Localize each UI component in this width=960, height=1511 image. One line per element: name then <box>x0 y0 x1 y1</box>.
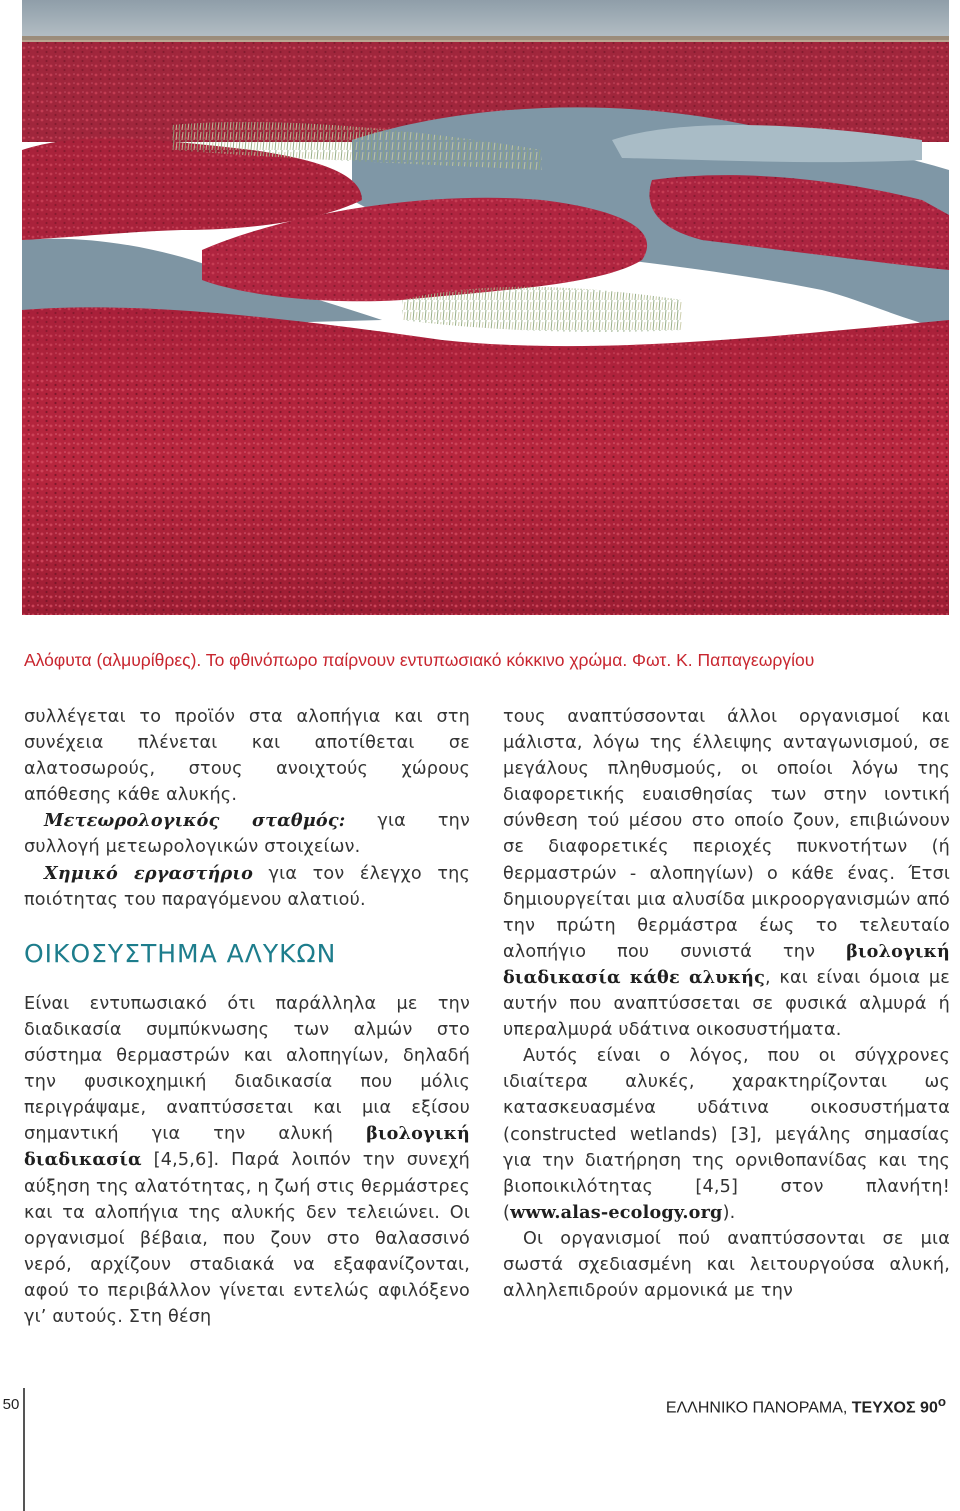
bold-text: βιολογική διαδικασία κάθε αλυκής <box>503 940 950 988</box>
issue-ordinal: ο <box>937 1394 946 1409</box>
photo-caption: Αλόφυτα (αλμυρίθρες). Το φθινόπωρο παίρνουν εντυπωσιακό κόκκινο χρώμα. Φωτ. Κ. Παπαγεωργίου <box>24 650 815 670</box>
left-column <box>24 704 470 1330</box>
paragraph: Οι οργανισμοί πού αναπτύσσονται σε μια σωστά σχεδιασμένη και λειτουργούσα αλυκή, αλληλεπιδρούν αρμονικά με την <box>503 1228 950 1302</box>
footer-rule <box>23 1388 25 1511</box>
paragraph <box>24 991 470 1330</box>
text-run: [4,5,6]. Παρά λοιπόν την συνεχή αύξηση της αλατότητας, η ζωή στις θερμάστρες και τα αλοπήγια της αλυκής δεν τελειώνει. Οι οργανισμοί βέβαια, που ζουν στο θαλασσινό νερό, αρχίζουν σταδιακά να εξαφανίζονται, αφού το περιβάλλον γίνεται εντελώς αφιλόξενο γι’ αυτούς. Στη θέση <box>24 1150 470 1327</box>
text-run: ). <box>722 1202 736 1223</box>
bold-text: βιολογική διαδικασία <box>24 1123 470 1171</box>
page-number: 50 <box>2 1396 20 1413</box>
website-link[interactable]: www.alas-ecology.org <box>510 1201 723 1223</box>
paragraph <box>503 1043 950 1226</box>
salt-marsh-photo <box>22 0 949 615</box>
term-description: για την συλλογή μετεωρολογικών στοιχείων. <box>24 811 470 858</box>
issue-number: ΤΕΥΧΟΣ 90 <box>851 1399 938 1417</box>
term-weather-station: Μετεωρολογικός σταθμός: <box>44 810 346 832</box>
section-heading: ΟΙΚΟΣΥΣΤΗΜΑ ΑΛΥΚΩΝ <box>24 938 337 968</box>
paragraph <box>24 808 470 860</box>
term-chemical-lab: Χημικό εργαστήριο <box>44 862 254 884</box>
magazine-name: ΕΛΛΗΝΙΚΟ ΠΑΝΟΡΑΜΑ, <box>665 1399 852 1417</box>
paragraph <box>24 861 470 913</box>
right-column <box>503 704 950 1304</box>
text-run: Αυτός είναι ο λόγος, που οι σύγχρονες ιδιαίτερα αλυκές, χαρακτηρίζονται ως κατασκευασμένα υδάτινα οικοσυστήματα (constructed wetlands) [3], μεγάλης σημασίας για την διατήρηση της ορνιθοπανίδας και της βιοποικιλότητας [4,5] στον πλανήτη! ( <box>503 1046 950 1223</box>
paragraph <box>503 704 950 1043</box>
text-run: , και είναι όμοια με αυτήν που αναπτύσσεται σε φυσικά αλμυρά ή υπεραλμυρά υδάτινα οικοσυστήματα. <box>503 967 950 1041</box>
paragraph: συλλέγεται το προϊόν στα αλοπήγια και στη συνέχεια πλένεται και αποτίθεται σε αλατοσωρούς, στους ανοιχτούς χώρους απόθεσης κάθε αλυκής. <box>24 707 470 806</box>
running-footer <box>666 1394 946 1417</box>
term-description: για τον έλεγχο της ποιότητας του παραγόμενου αλατιού. <box>24 863 470 910</box>
text-run: τους αναπτύσσονται άλλοι οργανισμοί και μάλιστα, λόγω της έλλειψης ανταγωνισμού, σε μεγάλους πληθυσμούς, οι οποίοι λόγω της διαφορετικής ευαισθησίας των στην ιοντική σύνθεση τού μέσου στο οποίο ζουν, επιβιώνουν σε διαφορετικές περιοχές πυκνοτήτων (ή θερμαστρών - αλοπηγίων) ο κάθε ένας. Έτσι δημιουργείται μια αλυσίδα μικροοργανισμών από την πρώτη θερμάστρα έως το τελευταίο αλοπήγιο που συνιστά την <box>503 707 950 962</box>
text-run: Είναι εντυπωσιακό ότι παράλληλα με την διαδικασία συμπύκνωσης των αλμών στο σύστημα θερμαστρών και αλοπηγίων, δηλαδή την φυσικοχημική διαδικασία που μόλις περιγράψαμε, αναπτύσσεται και μια εξίσου σημαντική για την αλυκή <box>24 993 470 1145</box>
